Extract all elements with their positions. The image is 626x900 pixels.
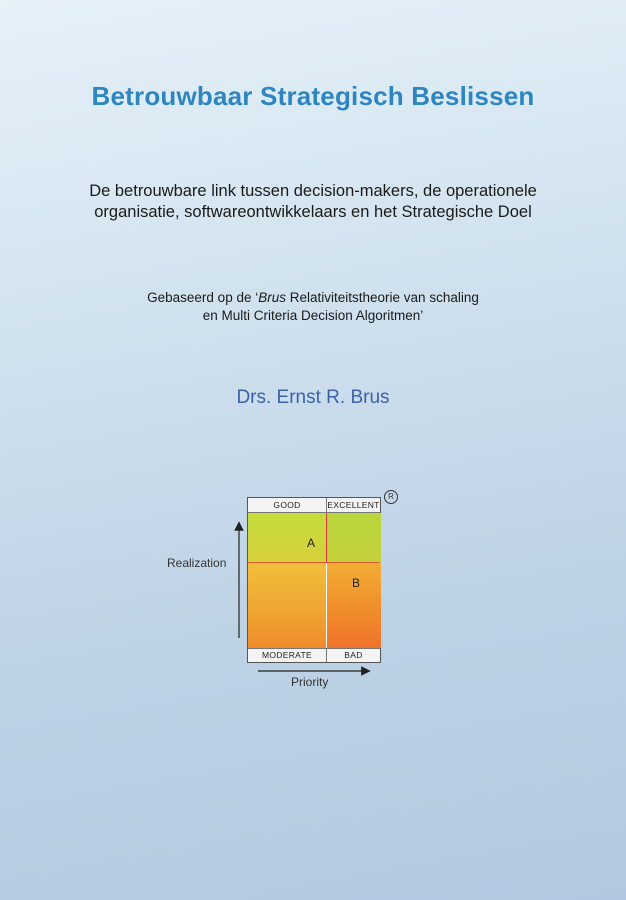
point-a-label: A: [307, 536, 316, 550]
basis-prefix: Gebaseerd op de ‘: [147, 290, 259, 305]
subtitle-line-1: De betrouwbare link tussen decision-makers, de operationele: [89, 182, 537, 200]
header-good: GOOD: [248, 498, 326, 513]
header-excellent: EXCELLENT: [327, 498, 380, 513]
upper-column-divider: [326, 513, 327, 563]
point-b-label: B: [352, 576, 361, 590]
basis-italic-name: Brus: [258, 290, 286, 305]
header-divider: [248, 512, 380, 513]
cell-moderate: [248, 563, 326, 648]
basis-line-1: [0, 289, 626, 307]
lower-column-divider: [326, 563, 327, 648]
basis-text: [0, 289, 626, 325]
cover-title: Betrouwbaar Strategisch Beslissen: [91, 81, 535, 111]
decision-matrix-grid: [247, 497, 381, 663]
subtitle-line-2: organisatie, softwareontwikkelaars en het Strategische Doel: [94, 203, 532, 221]
footer-moderate: MODERATE: [248, 648, 326, 662]
footer-divider: [248, 648, 380, 649]
cell-excellent: [327, 513, 381, 563]
footer-bad: BAD: [327, 648, 380, 662]
basis-line-2: en Multi Criteria Decision Algoritmen’: [202, 308, 424, 323]
author-name: Drs. Ernst R. Brus: [236, 387, 390, 408]
x-axis-label: Priority: [291, 675, 329, 689]
registered-mark-icon: R: [384, 490, 398, 504]
cover-subtitle: [0, 181, 626, 223]
quadrant-horizontal-divider: [248, 562, 380, 563]
basis-suffix: Relativiteitstheorie van schaling: [286, 290, 479, 305]
y-axis-label: Realization: [167, 556, 227, 570]
